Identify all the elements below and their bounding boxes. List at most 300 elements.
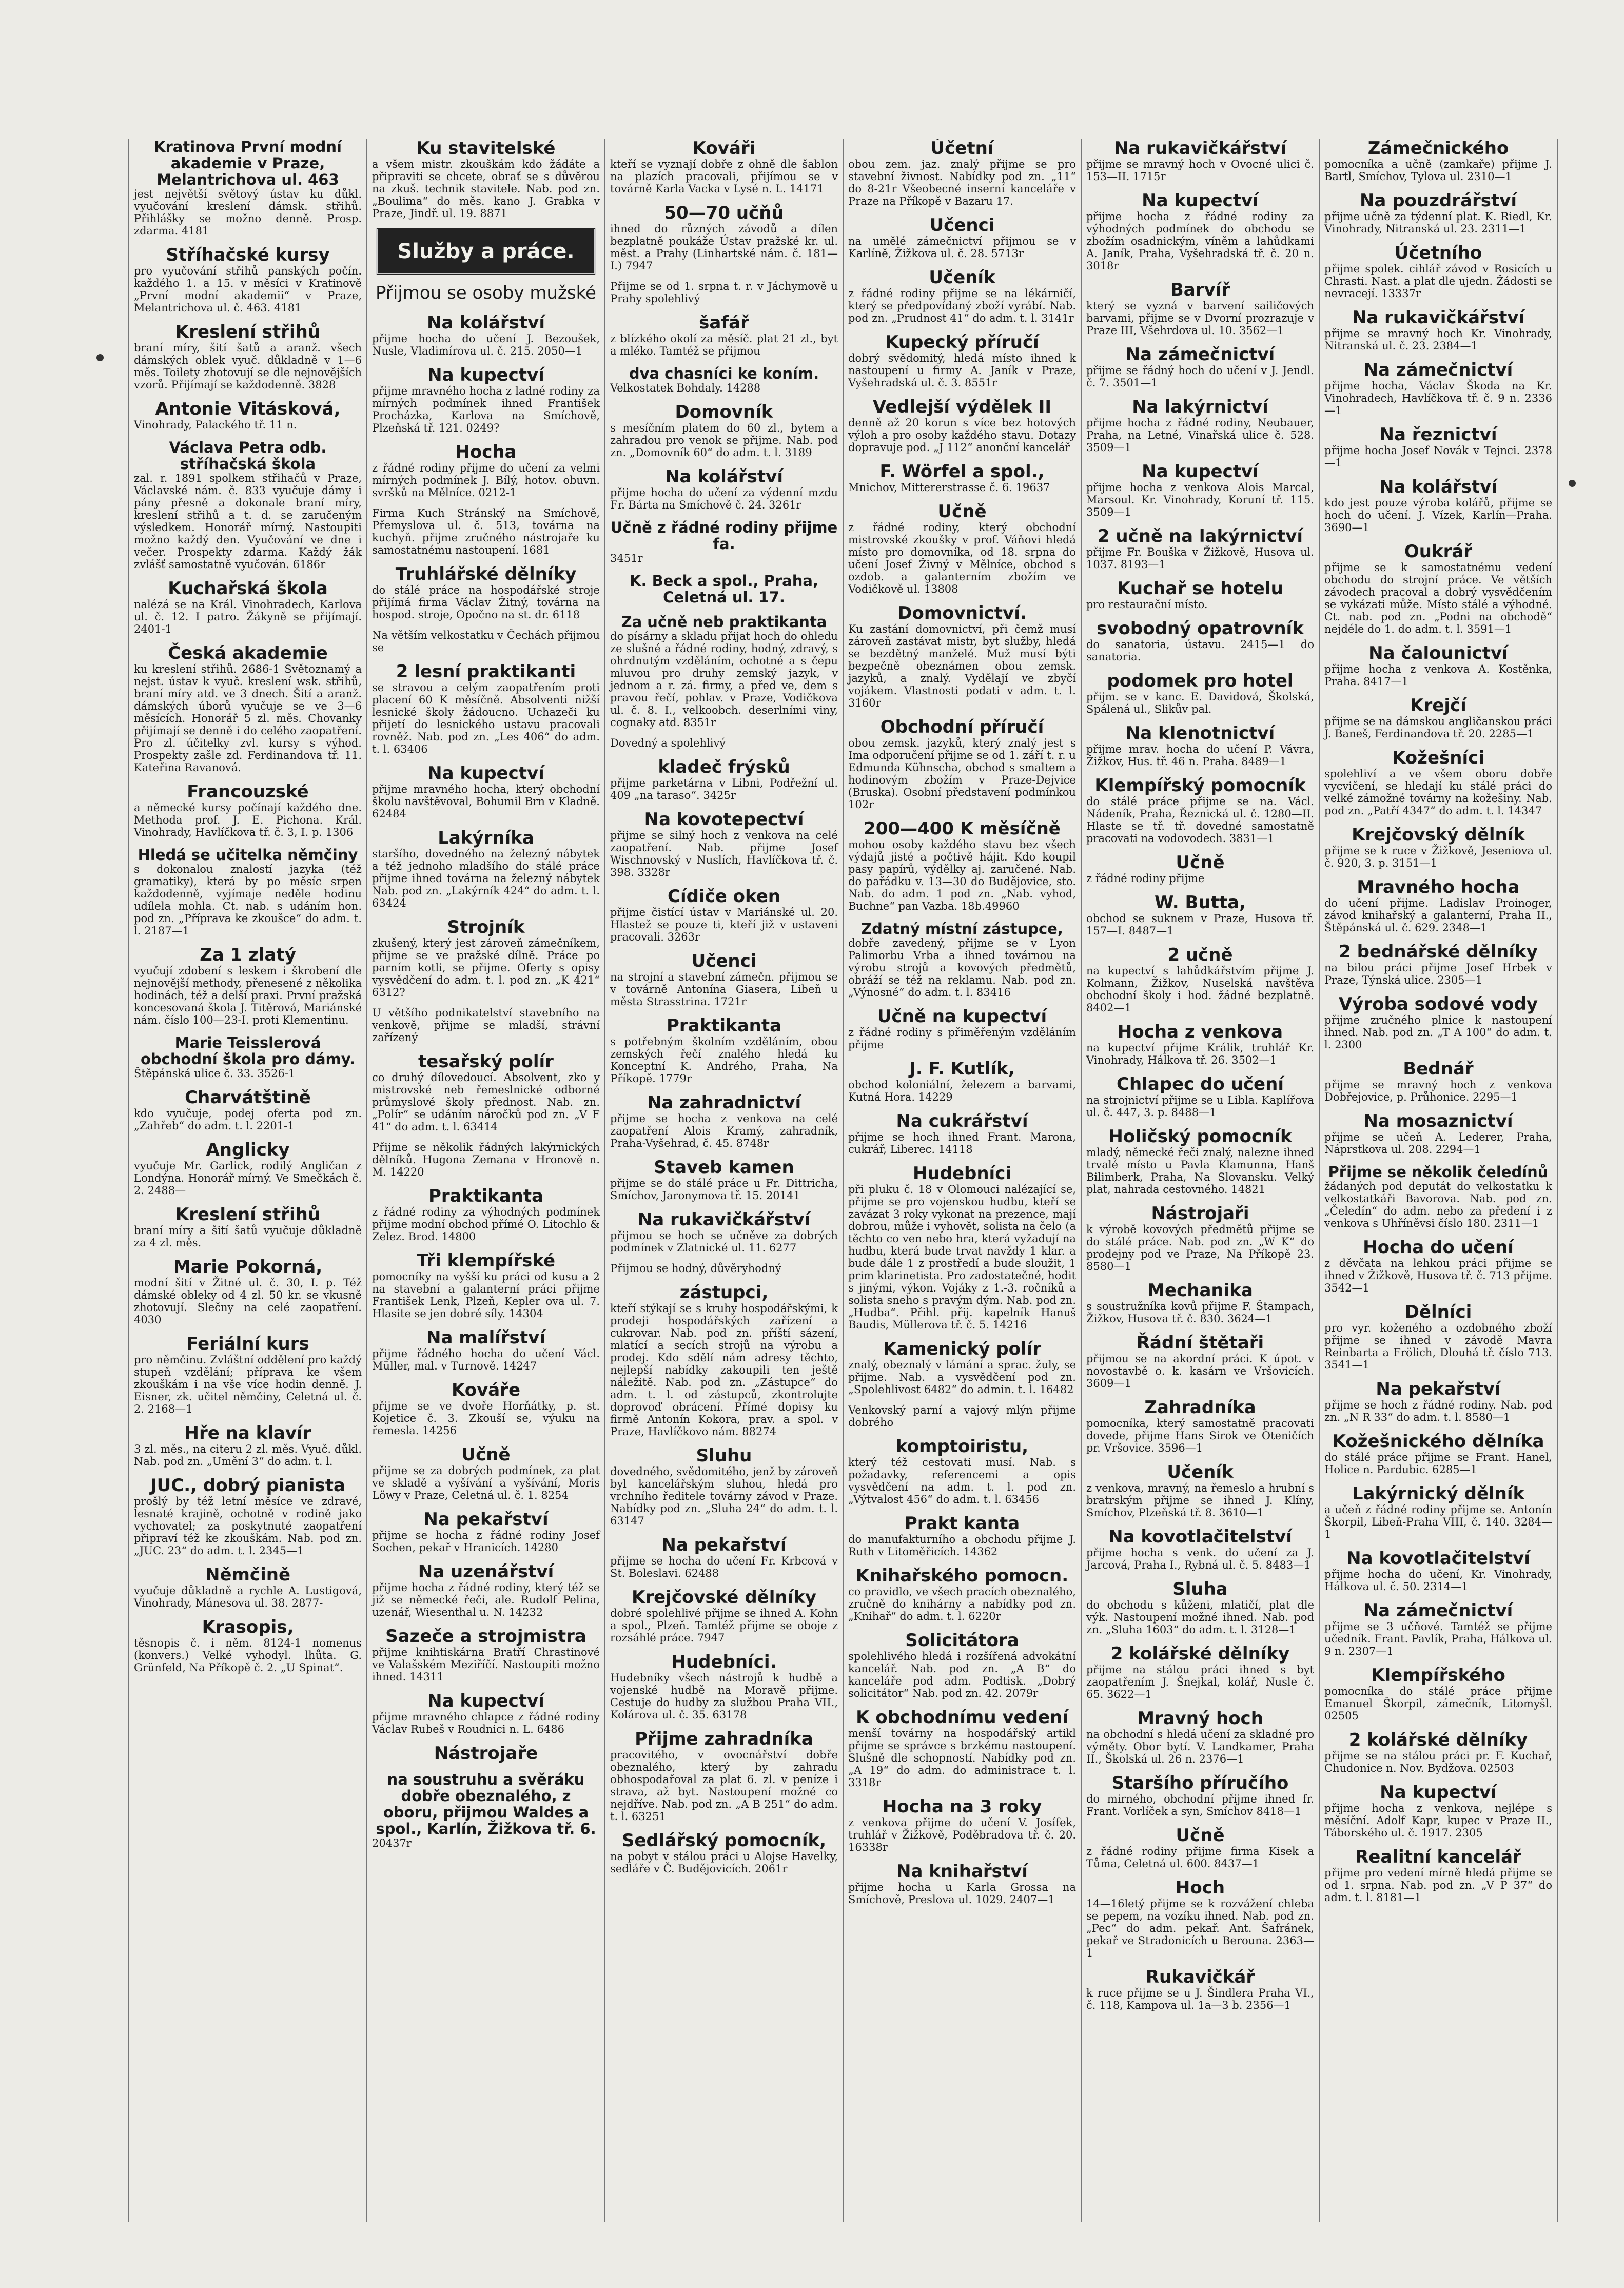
ad-heading: 2 kolářské dělníky: [1110, 1644, 1290, 1664]
ad-heading: Na pekařství: [1376, 1379, 1501, 1399]
ad-text: přijme mrav. hocha do učení P. Vávra, Žižkov, Hus. tř. 46 n. Praha. 8489—1: [1086, 743, 1314, 768]
classified-ad: [610, 1210, 838, 1254]
ad-heading: Na zámečnictví: [1363, 1600, 1513, 1621]
classified-ad: [848, 1164, 1076, 1331]
ad-text: na pobyt v stálou práci u Alojse Havelky, sedláře v Č. Budějovicích. 2061r: [610, 1850, 838, 1875]
classified-ad: [1086, 1127, 1314, 1196]
classified-ad: [372, 1445, 600, 1501]
ad-heading: na soustruhu a svěráku dobře obeznalého, z oboru, přijmou Waldes a spol., Karlín, Žižkova tř. 6.: [376, 1771, 596, 1837]
ad-heading: Učně: [1176, 852, 1225, 873]
ad-heading: Výroba sodové vody: [1338, 994, 1538, 1014]
ad-heading: dva chasníci ke koním.: [629, 365, 819, 382]
ad-heading: 2 lesní praktikanti: [396, 661, 576, 682]
ad-heading: Kupecký příručí: [885, 332, 1039, 353]
ad-heading: Kováři: [692, 139, 756, 159]
ad-text: Dovedný a spolehlivý: [610, 737, 726, 749]
ad-heading: 2 bednářské dělníky: [1339, 942, 1538, 962]
classified-ad: [1086, 191, 1314, 272]
ad-text: obou zem. jaz. znalý přijme se pro stavební živnost. Nabídky pod zn. „11“ do 8-21r Všeobecné inserní kanceláře v Praze na Příkopě v Bazaru 17.: [848, 158, 1076, 207]
classified-column: [367, 139, 605, 2222]
classified-ad: [1086, 671, 1314, 715]
ad-heading: 2 učně na lakýrnictví: [1097, 526, 1303, 546]
classified-ad: [1324, 1302, 1552, 1371]
classified-ad: [1086, 1022, 1314, 1066]
classified-ad: [372, 764, 600, 820]
classified-ad: [1086, 853, 1314, 885]
ad-heading: W. Butta,: [1155, 892, 1246, 913]
classified-ad: [372, 442, 600, 499]
classified-ad: [848, 1111, 1076, 1156]
classified-ad: [610, 402, 838, 459]
ad-heading: Zahradníka: [1144, 1397, 1256, 1418]
classified-column: [605, 139, 844, 2222]
ad-text: braní míry a šití šatů vyučuje důkladně za 4 zl. měs.: [134, 1224, 362, 1249]
ad-heading: Na pekařství: [423, 1509, 549, 1530]
classified-ad: [1324, 1601, 1552, 1657]
classified-ad: [610, 573, 838, 605]
classified-ad: [1086, 1462, 1314, 1519]
ad-text: přijme hocha do učení, Kr. Vinohrady, Hálkova ul. č. 50. 2314—1: [1324, 1568, 1552, 1593]
classified-ad: [1086, 280, 1314, 337]
ad-heading: Krejčí: [1410, 695, 1466, 716]
ad-text: Venkovský parní a vajový mlýn přijme dobrého: [848, 1404, 1076, 1429]
classified-ad: [1086, 579, 1314, 611]
ad-heading: Kreslení střihů: [175, 1204, 321, 1225]
ad-text: do obchodu s kůženi, mlatičí, plat dle výk. Nastoupení možné ihned. Nab. pod zn. „Sluha 1603“ do adm. t. l. 3128—1: [1086, 1599, 1314, 1636]
ad-heading: zástupci,: [679, 1282, 769, 1303]
ad-text: přijme mravného chlapce z řádné rodiny Václav Rubeš v Roudnici n. L. 6486: [372, 1711, 600, 1735]
classified-ad: [1086, 345, 1314, 389]
ad-heading: Lakýrnický dělník: [1352, 1483, 1525, 1504]
ad-text: ku kreslení střihů. 2686-1 Světoznamý a nejst. ústav k vyuč. kreslení wsk. střihů, braní míry atd. ve 3 dnech. Šití a aranž. dámských úborů vyučuje se ve 3—6 měsících. Honorář 5 zl. měs. Chovanky přijímají se denně i do celého zaopatření. Pro zl. účitelky zvl. kursy s výhod. Prospekty zašle zd. Ferdinandova tř. 11. Kateřina Ravanová.: [134, 663, 362, 774]
ad-text: přijme se ve dvoře Horňátky, p. st. Kojetice č. 3. Zkouší se, výuku na řemesla. 14256: [372, 1400, 600, 1437]
ad-text: k výrobě kovových předmětů přijme se do stálé práce. Nab. pod zn. „W K“ do prodejny pod ve Praze, Na Příkopě 23. 8580—1: [1086, 1223, 1314, 1273]
ad-text: pro vyr. koženého a ozdobného zboží přijme se ihned v závodě Mavra Reinbarta a Frölich, Dlouhá tř. číslo 713. 3541—1: [1324, 1322, 1552, 1371]
classified-ad: [610, 1588, 838, 1644]
ad-heading: Řádní štětaři: [1136, 1333, 1264, 1353]
classified-column: [1320, 139, 1558, 2222]
classified-ad: [134, 847, 362, 937]
classified-ad: [1086, 1773, 1314, 1817]
ad-text: do manufakturního a obchodu přijme J. Ruth v Litoměřicích. 14362: [848, 1533, 1076, 1558]
classified-ad: [848, 1437, 1076, 1505]
ad-heading: Obchodní příručí: [880, 717, 1044, 737]
ad-heading: Na pekařství: [661, 1535, 787, 1555]
ad-heading: Na uzenářství: [418, 1561, 554, 1582]
ad-text: přijme hocha z venkova Alois Marcal, Marsoul. Kr. Vinohrady, Koruní tř. 115. 3509—1: [1086, 481, 1314, 518]
classified-page: [128, 139, 1581, 2222]
ad-heading: Učně: [461, 1444, 511, 1465]
ad-heading: Truhlářské dělníky: [395, 564, 577, 584]
ad-heading: Hře na klavír: [184, 1423, 311, 1443]
ad-text: pro restaurační místo.: [1086, 598, 1208, 611]
ad-text: dobře zavedený, přijme se v Lyon Palimorbu Vrba a ihned továrnou na výrobu strojů a kovových předmětů, obráží se též na reklamu. Nab. pod zn. „Výnosné“ do adm. t. l. 83416: [848, 937, 1076, 999]
ad-heading: Na cukrářství: [896, 1111, 1028, 1131]
ad-heading: Na čalounictví: [1368, 643, 1508, 663]
ad-text: přijme hocha z venkova A. Kostěnka, Praha. 8417—1: [1324, 663, 1552, 688]
ad-text: kteří stýkají se s kruhy hospodářskými, k prodeji hospodářských zařízení a cukrovar. Nab. pod zn. příští sázení, mlatící a secích strojů na výrobu a prodej. Kdo sdělí nám adresy těchto, nejlepší nabídky zakoupili ten ještě náležitě. Nab. pod zn. „Zástupce“ do adm. t. l. od zástupců, zkontrolujte doprovoď obrácení. Přímé dopisy ku firmě Antonín Kokora, prav. a spol. v Praze, Havlíčkovo nám. 88274: [610, 1302, 838, 1438]
ad-heading: Knihařského pomocn.: [855, 1566, 1069, 1586]
ad-text: spolehliví a ve všem oboru dobře vycvičení, se hledají ku stálé práci do velké zámožné továrny na kožešiny. Nab. pod zn. „Patří 4347“ do adm. t. l. 14347: [1324, 768, 1552, 817]
classified-ad: [848, 1339, 1076, 1396]
ad-heading: Dělníci: [1404, 1302, 1472, 1322]
ad-heading: Stříhačské kursy: [166, 245, 330, 265]
classified-ad: [1086, 1967, 1314, 2011]
ad-text: 14—16letý přijme se k rozvážení chleba se pepem, na vozíku ihned. Nab. pod zn. „Pec“ do adm. pekař. Ant. Šafránek, pekař ve Stradonicích u Berouna. 2363—1: [1086, 1898, 1314, 1959]
classified-ad: [1086, 945, 1314, 1014]
section-banner: Služby a práce.: [376, 228, 596, 275]
ad-heading: Mechanika: [1147, 1280, 1253, 1301]
ad-text: 20437r: [372, 1837, 412, 1849]
ad-text: Na větším velkostatku v Čechách přijmou se: [372, 629, 600, 654]
ad-heading: Prakt kanta: [904, 1513, 1020, 1534]
classified-ad: [1086, 1074, 1314, 1119]
classified-ad: [372, 1691, 600, 1735]
ad-heading: Hocha: [455, 442, 517, 462]
ad-heading: Lakýrníka: [438, 828, 534, 848]
ad-text: obchod koloniální, železem a barvami, Kutná Hora. 14229: [848, 1079, 1076, 1103]
ad-text: denně až 20 korun s více bez hotových výloh a pro osoby každého stavu. Dotazy dopravuje pod. „J 112“ anonční kancelář: [848, 417, 1076, 454]
ad-text: přijme pro vedení mírně hledá přijme se od 1. srpna. Nab. pod zn. „V P 37“ do adm. t. l. 8181—1: [1324, 1867, 1552, 1904]
classified-ad: [1324, 360, 1552, 417]
ad-text: mohou osoby každého stavu bez všech výdajů jisté a počtivě hájit. Kdo koupil pasy papírů, výdělky aj. zaručené. Nab. do pařádku v. 13—30 do Budějovice, sto. Nab. do adm. 1 pod zn. „Nab. vyhod, Buchne“ pan Vazba. 18b.49960: [848, 838, 1076, 912]
ad-text: obchod se suknem v Praze, Husova tř. 157—I. 8487—1: [1086, 912, 1314, 937]
classified-ad: [848, 717, 1076, 811]
classified-ad: [1324, 1379, 1552, 1423]
ad-text: přijme se na stálou práci pr. F. Kuchař, Chudonice n. Nov. Bydžova. 02503: [1324, 1750, 1552, 1774]
classified-ad: [1086, 893, 1314, 937]
ad-heading: Nástrojaři: [1151, 1203, 1249, 1224]
ad-text: z řádné rodiny přijme se na lékárničí, který se předpovídaný zboží vyrábí. Nab. pod zn. „Prudnost 41“ do adm. t. l. 3141r: [848, 287, 1076, 324]
ad-heading: Na lakýrnictví: [1132, 397, 1268, 417]
ad-heading: Marie Teisslerová obchodní škola pro dámy.: [140, 1034, 356, 1068]
ad-heading: Mravného hocha: [1357, 877, 1520, 897]
ad-text: přijmou se na akordní práci. K úpot. v novostavbě o. k. kasárn ve Vršovicích. 3609—1: [1086, 1353, 1314, 1390]
classified-ad: [134, 1205, 362, 1249]
ad-text: ihned do různých závodů a dílen bezplatně poukáže Ústav pražské kr. ul. měst. a Prahy (Linhartské nám. č. 181—I.) 7947: [610, 223, 838, 272]
classified-ad: [134, 139, 362, 237]
ad-text: vyučuje Mr. Garlick, rodilý Angličan z Londýna. Honorář mírný. Ve Smečkách č. 2. 2488—: [134, 1160, 362, 1197]
classified-ad: [134, 1257, 362, 1326]
classified-ad: [1086, 1709, 1314, 1765]
ad-text: do písárny a skladu přijat hoch do ohledu ze slušné a řádné rodiny, hodný, zdravý, s ohrdnutým vzděláním, ochotné a s čepu mluvou pro druhy zemský jazyk, v jednom a r. zá. firmy, a před ve, dem s pravou řečí, pohlav. v Praze, Vodičkova ul. č. 8. I., velkoobch. deserlními viny, cognaky atd. 8351r: [610, 630, 838, 729]
ad-heading: Sluha: [1172, 1579, 1228, 1599]
ad-text: Velkostatek Bohdaly. 14288: [610, 382, 761, 394]
classified-ad: [848, 216, 1076, 260]
ad-heading: Solicitátora: [905, 1630, 1019, 1651]
classified-ad: [1086, 1826, 1314, 1870]
ad-heading: Praktikanta: [428, 1186, 544, 1206]
classified-ad: [1324, 191, 1552, 235]
ad-text: obou zemsk. jazyků, který znalý jest s Ima odporučení přijme se od 1. září t. r. u Edmunda Kühnscha, obchod s smaltem a hodinovým zbožím v Praze-Dejvice (Bruska). Osobní představení podmínkou 102r: [848, 737, 1076, 811]
ad-heading: Antonie Vitásková,: [155, 399, 341, 419]
ad-text: přijme hocha Josef Novák v Tejnci. 2378—1: [1324, 444, 1552, 469]
classified-ad: [848, 1708, 1076, 1789]
classified-ad: [610, 365, 838, 394]
ad-heading: Krejčovský dělník: [1352, 825, 1525, 845]
classified-ad: [610, 139, 838, 195]
classified-ad: [1324, 825, 1552, 869]
ad-heading: Hocha z venkova: [1117, 1022, 1283, 1042]
ad-text: a učeň z řádné rodiny přijme se. Antonín Škorpil, Libeň-Praha VIII, č. 140. 3284—1: [1324, 1503, 1552, 1540]
ad-text: přijme se do stálé práce u Fr. Dittricha, Smíchov, Jaronymova tř. 15. 20141: [610, 1177, 838, 1202]
ad-heading: Na řeznictví: [1379, 424, 1497, 445]
classified-ad: [372, 313, 600, 357]
classified-ad: [134, 1565, 362, 1609]
ad-heading: Na kupectví: [427, 763, 544, 784]
ad-text: který též cestovati musí. Nab. s požadavky, referencemi a opis vysvědčení na adm. t. l. pod zn. „Výtvalost 456“ do adm. t. l. 63456: [848, 1456, 1076, 1505]
ad-heading: K obchodnímu vedení: [856, 1707, 1068, 1728]
classified-ad: [610, 467, 838, 511]
classified-ad: [848, 1631, 1076, 1699]
classified-ad: [134, 579, 362, 635]
ad-text: z venkova, mravný, na řemeslo a hrubní s bratrským přijme se ihned J. Klíny, Smíchov, Plzeňská tř. 8. 3610—1: [1086, 1482, 1314, 1519]
classified-ad: [1324, 748, 1552, 817]
ad-text: přijme na stálou práci ihned s byt zaopatřením J. Šnejkal, kolář, Nusle č. 65. 3622—1: [1086, 1664, 1314, 1700]
classified-ad: [1324, 1432, 1552, 1476]
classified-ad: [610, 1093, 838, 1149]
classified-ad: [1086, 1204, 1314, 1273]
classified-ad: [610, 1729, 838, 1823]
classified-ad: [372, 228, 600, 304]
ad-text: U většího podnikatelství stavebního na venkově, přijme se mladší, strávní zařízený: [372, 1007, 600, 1044]
ad-heading: Na kupectví: [427, 1691, 544, 1711]
ad-text: na kupectví s lahůdkářstvím přijme J. Kolmann, Žižkov, Nuselská navštěva obchodní školy i hod. žádné bezplatně. 8402—1: [1086, 965, 1314, 1014]
ad-heading: Sluhu: [696, 1445, 752, 1466]
ad-heading: Mravný hoch: [1137, 1708, 1263, 1729]
ad-heading: Domovník: [675, 402, 773, 422]
classified-ad: [134, 439, 362, 571]
ad-heading: komptoiristu,: [895, 1436, 1029, 1457]
ad-heading: Kreslení střihů: [175, 322, 321, 342]
ad-heading: Na kupectví: [1142, 461, 1259, 482]
ad-text: přijme hocha, Václav Škoda na Kr. Vinohradech, Havlíčkova tř. č. 9 n. 2336—1: [1324, 380, 1552, 417]
ad-text: který se vyzná v barvení sailičových barvami, přijme se v Dvorní prozrazuje v Praze III, Všehrdova ul. 10. 3562—1: [1086, 300, 1314, 337]
ad-text: přijme knihtiskárna Bratří Chrastinové ve Valašském Meziříčí. Nastoupiti možno ihned. 14311: [372, 1646, 600, 1683]
classified-ad: [610, 614, 838, 729]
ad-heading: Anglicky: [206, 1140, 290, 1160]
ad-heading: Francouzské: [187, 781, 309, 802]
classified-ad: [372, 1562, 600, 1618]
ad-text: Firma Kuch Stránský na Smíchově, Přemyslova ul. č. 513, továrna na kuchyň. přijme zručného nástrojaře ku samostatnému nastoupení. 1681: [372, 507, 600, 556]
ad-heading: Praktikanta: [666, 1015, 782, 1036]
classified-ad: [372, 1771, 600, 1849]
ad-text: pomocníka do stálé práce přijme Emanuel Škorpil, zámečník, Litomyšl. 02505: [1324, 1685, 1552, 1722]
ad-text: přijme hocha z venkova, nejlépe s měsíční. Adolf Kapr, kupec v Praze II., Táborského ul. č. 1917. 2305: [1324, 1802, 1552, 1839]
ad-heading: Staršího příručího: [1111, 1773, 1289, 1793]
ad-text: pro vyučování střihů panských počín. každého 1. a 15. v měsíci v Kratinově „První modní akademii“ v Praze, Melantrichova ul. č. 463. 4181: [134, 265, 362, 314]
ad-text: vyučuje důkladně a rychle A. Lustigová, Vinohrady, Mánesova ul. 38. 2877-: [134, 1585, 362, 1609]
ad-text: přijme spolek. cihlář závod v Rosicích u Chrasti. Nast. a plat dle ujedn. Žádosti se nevracejí. 13337r: [1324, 263, 1552, 300]
classified-ad: [848, 1007, 1076, 1051]
ad-text: Hudebníky všech nástrojů k hudbě a vojenské hudbě na Moravě přijme. Cestuje do hudby za službou Praha VII., Kolárova ul. č. 35. 63178: [610, 1672, 838, 1721]
ad-heading: Na kolářství: [427, 312, 545, 333]
ad-heading: Kováře: [451, 1380, 521, 1400]
classified-ad: [1324, 425, 1552, 469]
ad-text: dobrý svědomitý, hledá místo ihned k nastoupení u firmy A. Janík v Praze, Vyšehradská ul. č. 3. 8551r: [848, 352, 1076, 389]
ad-text: pomocníky na vyšší ku práci od kusu a 2 na stavební a galanterní práci přijme František Lenk, Plzeň, Kepler ova ul. 7. Hlasite se jen dobré síly. 14304: [372, 1270, 600, 1320]
ad-text: přijme řádného hocha do učení Václ. Müller, mal. v Turnově. 14247: [372, 1347, 600, 1372]
ad-heading: Na kolářství: [665, 466, 783, 487]
ad-text: z venkova přijme do učení V. Josífek, truhlář v Žižkově, Poděbradova tř. č. 20. 16338r: [848, 1816, 1076, 1853]
classified-ad: [134, 1617, 362, 1674]
ad-text: přijme mravného hocha, který obchodní školu navštěvoval, Bohumil Brn v Kladně. 62484: [372, 783, 600, 820]
classified-ad: [1086, 1527, 1314, 1571]
classified-ad: [372, 1186, 600, 1243]
classified-ad: [372, 1052, 600, 1133]
ad-heading: Na kovotlačitelství: [1108, 1527, 1292, 1547]
ad-text: kteří se vyznají dobře z ohně dle šablon na plazích pracovali, přijímou se v továrně Karla Vacka v Lysé n. L. 14171: [610, 158, 838, 195]
classified-ad: [1086, 397, 1314, 454]
classified-column: [844, 139, 1082, 2222]
ad-text: na kupectví přijme Králik, truhlář Kr. Vinohrady, Hálkova tř. 26. 3502—1: [1086, 1042, 1314, 1066]
classified-ad: [134, 1423, 362, 1468]
ad-heading: Chlapec do učení: [1117, 1074, 1284, 1094]
classified-ad: [372, 507, 600, 556]
ad-heading: Na kovotlačitelství: [1346, 1548, 1530, 1569]
classified-ad: [1324, 1847, 1552, 1904]
ad-text: přijme se hocha z řádné rodiny Josef Sochen, pekař v Hranicích. 14280: [372, 1529, 600, 1554]
classified-ad: [1324, 1111, 1552, 1156]
classified-ad: [848, 462, 1076, 494]
classified-ad: [1324, 542, 1552, 635]
ad-heading: Učeník: [1167, 1462, 1234, 1482]
classified-ad: [610, 1831, 838, 1875]
classified-ad: [372, 629, 600, 654]
ad-text: přijme hocha s venk. do učení za J. Jarcová, Praha I., Rybná ul. č. 5. 8483—1: [1086, 1547, 1314, 1571]
classified-ad: [848, 1797, 1076, 1853]
ad-heading: Na rukavičkářství: [1352, 307, 1525, 328]
classified-ad: [1086, 1579, 1314, 1636]
classified-ad: [134, 1334, 362, 1415]
classified-ad: [848, 333, 1076, 389]
ad-text: do stálé práce přijme se na. Václ. Nádeník, Praha, Řeznická ul. č. 1280—II. Hlaste se tř. tř. dovedné samostatně pracovati na vodovodech. 3831—1: [1086, 795, 1314, 845]
ad-text: z řádné rodiny přijme firma Kisek a Tůma, Celetná ul. 600. 8437—1: [1086, 1845, 1314, 1870]
ad-text: a německé kursy počínají každého dne. Methoda prof. J. E. Pichona. Král. Vinohrady, Havlíčkova tř. č. 3, I. p. 1306: [134, 801, 362, 838]
classified-ad: [610, 519, 838, 564]
binding-hole: [1569, 480, 1576, 487]
ad-heading: Za učně neb praktikanta: [621, 613, 827, 631]
ad-text: přijme se silný hoch z venkova na celé zaopatření. Nab. přijme Josef Wischnovský v Nuslích, Havlíčkova tř. č. 398. 3328r: [610, 829, 838, 878]
ad-text: přijme se mravný hoch z venkova Dobřejovice, p. Průhonice. 2295—1: [1324, 1079, 1552, 1103]
ad-text: na obchodní s hledá učení za skladné pro výměty. Obor bytí. V. Landkamer, Praha II., Školská ul. 26 n. 2376—1: [1086, 1728, 1314, 1765]
classified-ad: [372, 365, 600, 434]
ad-heading: Charvátštině: [185, 1087, 311, 1108]
classified-ad: [1086, 462, 1314, 518]
ad-heading: Na kupectví: [1380, 1782, 1497, 1803]
ad-text: do mirného, obchodní přijme ihned fr. Frant. Vorlíček a syn, Smíchov 8418—1: [1086, 1793, 1314, 1817]
classified-ad: [372, 1328, 600, 1372]
classified-ad: [372, 828, 600, 909]
ad-text: na umělé zámečnictví přijmou se v Karlíně, Žižkova ul. č. 28. 5713r: [848, 235, 1076, 260]
classified-ad: [1324, 994, 1552, 1051]
classified-ad: [848, 397, 1076, 454]
ad-heading: Česká akademie: [168, 643, 328, 663]
classified-ad: [610, 203, 838, 272]
classified-ad: [848, 819, 1076, 912]
ad-heading: JUC., dobrý pianista: [150, 1475, 345, 1496]
ad-heading: Učenci: [691, 951, 757, 971]
ad-text: přijme hocha do učení J. Bezoušek, Nusle, Vladimírova ul. č. 215. 2050—1: [372, 333, 600, 357]
ad-text: do stálé práce přijme se Frant. Hanel, Holice n. Pardubic. 6285—1: [1324, 1451, 1552, 1476]
classified-ad: [134, 643, 362, 774]
classified-ad: [610, 280, 838, 305]
classified-ad: [1324, 1164, 1552, 1229]
ad-heading: Feriální kurs: [186, 1334, 309, 1354]
classified-ad: [1324, 477, 1552, 534]
classified-ad: [372, 662, 600, 755]
ad-heading: Hoch: [1175, 1878, 1225, 1898]
classified-ad: [610, 1535, 838, 1579]
ad-heading: Na kupectví: [427, 365, 544, 385]
ad-heading: Na kolářství: [1379, 477, 1497, 497]
ad-text: 3451r: [610, 552, 643, 564]
classified-ad: [1086, 1878, 1314, 1959]
classified-ad: [1324, 308, 1552, 352]
ad-heading: Zdatný místní zástupce,: [861, 920, 1063, 937]
ad-text: 3 zl. měs., na citeru 2 zl. měs. Vyuč. důkl. Nab. pod zn. „Umění 3“ do adm. t. l.: [134, 1443, 362, 1468]
ad-text: z děvčata na lehkou práci přijme se ihned v Žižkově, Husova tř. č. 713 přijme. 3542—1: [1324, 1257, 1552, 1294]
ad-text: vyučují zdobení s leskem i škrobení dle nejnovější methody, přenesené z několika hodinách, též a delší praxi. První pražská koncesovaná škola J. Titěrová, Mariánské nám. číslo 100—23-I. proti Klementinu.: [134, 965, 362, 1026]
ad-heading: Vedlejší výdělek II: [872, 397, 1052, 417]
classified-ad: [1086, 1398, 1314, 1454]
binding-hole: [96, 354, 104, 361]
ad-heading: Učenci: [929, 215, 995, 236]
ad-text: spolehlivého hledá i rozšířená advokátní kancelář. Nab. pod zn. „A B“ do kanceláře pod adm. Podtisk. „Dobrý solicitátor“ Nab. pod zn. 42. 2079r: [848, 1650, 1076, 1699]
ad-heading: kladeč frýsků: [658, 757, 790, 777]
ad-heading: Hudebníci.: [671, 1652, 777, 1672]
ad-heading: Marie Pokorná,: [173, 1257, 323, 1277]
ad-text: přijme se k samostatnému vedení obchodu do strojní práce. Ve větších závodech pracoval a dobrý vysvědčením se vykázati může. Místo stálé a výhodné. Ct. nab. pod zn. „Podni na obchodě“ nejdéle do 1. do adm. t. l. 3591—1: [1324, 561, 1552, 635]
classified-ad: [848, 268, 1076, 324]
classified-ad: [1324, 1666, 1552, 1722]
classified-ad: [610, 737, 838, 749]
ad-heading: Nástrojaře: [434, 1743, 538, 1764]
classified-ad: [610, 951, 838, 1008]
ad-text: k ruce přijme se u J. Šindlera Praha VI., č. 118, Kampova ul. 1a—3 b. 2356—1: [1086, 1987, 1314, 2011]
ad-heading: Sedlářský pomocník,: [621, 1830, 827, 1851]
ad-text: do sanatoria, ústavu. 2415—1 do sanatoria.: [1086, 638, 1314, 663]
classified-ad: [134, 399, 362, 431]
ad-text: přijme se hocha z venkova na celé zaopatření Alois Kramý, zahradník, Praha-Vyšehrad, č. 45. 8748r: [610, 1112, 838, 1149]
classified-ad: [610, 1652, 838, 1721]
ad-heading: Přijme zahradníka: [635, 1729, 813, 1749]
ad-text: zkušený, který jest zároveň zámečníkem, přijme se ve pražské dílně. Práce po parním kotli, se přijme. Oferty s opisy vysvědčení do adm. t. l. pod zn. „K 421“ 6312?: [372, 937, 600, 999]
classified-ad: [1086, 619, 1314, 663]
ad-text: z řádné rodiny za výhodných podmínek přijme modní obchod přímé O. Litochlo & Zelez. Brod. 14800: [372, 1206, 600, 1243]
classified-ad: [1324, 1730, 1552, 1774]
classified-ad: [372, 1141, 600, 1178]
ad-heading: Na zahradnictví: [647, 1092, 801, 1113]
ad-text: přijme hocha u Karla Grossa na Smíchově, Preslova ul. 1029. 2407—1: [848, 1881, 1076, 1906]
ad-text: co druhý dílovedoucí. Absolvent, zko y mistrovské neb řemeslnické odborné průmyslové školy přednost. Nab. zn. „Polír“ se udáním náročků pod zn. „V F 41“ do adm. t. l. 63414: [372, 1071, 600, 1133]
ad-text: znalý, obeznalý v lámání a sprac. žuly, se přijme. Nab. a vysvědčení pod zn. „Spolehlivost 6482“ do admin. t. l. 16482: [848, 1359, 1076, 1396]
ad-heading: Na rukavičkářství: [1113, 139, 1287, 159]
classified-ad: [1086, 776, 1314, 845]
classified-ad: [848, 921, 1076, 999]
ad-heading: Ku stavitelské: [416, 139, 556, 159]
classified-ad: [134, 782, 362, 838]
ad-text: s potřebným školním vzděláním, obou zemských řečí znalého hledá ku Konceptní K. Andrého, Praha, Na Příkopě. 1779r: [610, 1035, 838, 1085]
ad-heading: Sazeče a strojmistra: [385, 1626, 586, 1647]
ad-heading: svobodný opatrovník: [1097, 618, 1304, 639]
ad-text: zal. r. 1891 spolkem střihačů v Praze, Václavské nám. č. 833 vyučuje dámy i pány přesně a dokonale braní míry, kreslení střihů a t. d. se zaručeným výsledkem. Honorář mírný. Nastoupiti možno každý den. Vyučování ve dne i večer. Prospekty zdarma. Každý žák zvlášť samostatně vyučován. 6186r: [134, 472, 362, 571]
ad-heading: Na kupectví: [1142, 190, 1259, 211]
ad-heading: šafář: [699, 312, 749, 333]
ad-text: dobré spolehlivé přijme se ihned A. Kohn a spol., Plzeň. Tamtéž přijme se oboje z rozsáhlé práce. 7947: [610, 1607, 838, 1644]
classified-column: [1082, 139, 1320, 2222]
ad-heading: Oukrář: [1404, 541, 1473, 562]
